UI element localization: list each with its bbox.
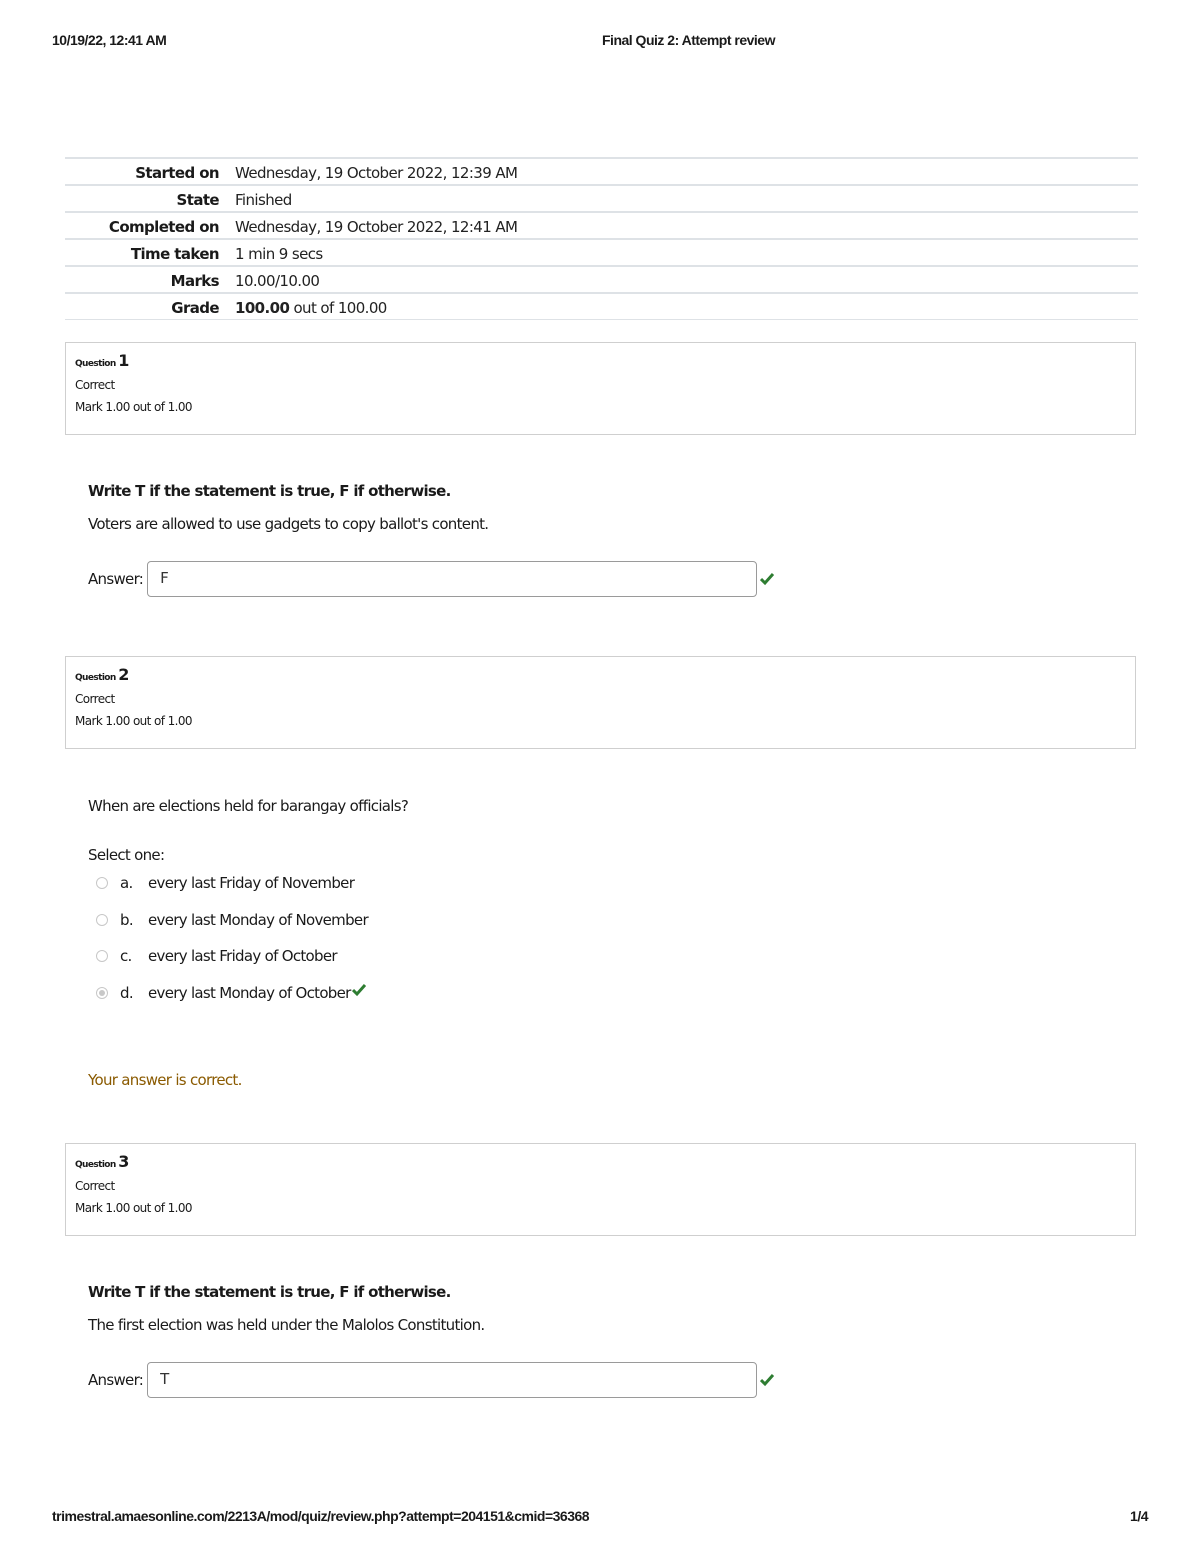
- print-header: [52, 32, 1148, 52]
- option-c[interactable]: [96, 947, 337, 965]
- summary-value: 1 min 9 secs: [235, 239, 1138, 266]
- option-letter: c.: [120, 947, 132, 965]
- feedback-correct: Your answer is correct.: [88, 1071, 242, 1089]
- option-letter: b.: [120, 911, 133, 929]
- summary-row: [65, 185, 1138, 212]
- question-number: Question 3: [75, 1152, 129, 1171]
- question-mark: Mark 1.00 out of 1.00: [75, 1201, 192, 1215]
- summary-label: Completed on: [65, 212, 235, 239]
- option-text: every last Friday of October: [148, 947, 337, 965]
- answer-input[interactable]: F: [147, 561, 757, 597]
- question-1-answer-row: [88, 561, 774, 597]
- print-title: Final Quiz 2: Attempt review: [602, 32, 775, 48]
- question-state: Correct: [75, 378, 115, 392]
- question-number: Question 2: [75, 665, 129, 684]
- answer-input[interactable]: T: [147, 1362, 757, 1398]
- question-1-text: Voters are allowed to use gadgets to copy ballot's content.: [88, 515, 489, 533]
- question-2-info: [65, 656, 1136, 749]
- question-number: Question 1: [75, 351, 129, 370]
- check-icon: [760, 572, 774, 586]
- summary-row: [65, 266, 1138, 293]
- select-one-label: Select one:: [88, 846, 165, 864]
- summary-label: State: [65, 185, 235, 212]
- summary-label: Started on: [65, 158, 235, 185]
- option-letter: d.: [120, 984, 133, 1002]
- question-3-info: [65, 1143, 1136, 1236]
- summary-row: [65, 293, 1138, 320]
- page-number: 1/4: [1130, 1508, 1148, 1524]
- page-url: trimestral.amaesonline.com/2213A/mod/quiz/review.php?attempt=204151&cmid=36368: [52, 1508, 590, 1524]
- summary-value: 10.00/10.00: [235, 266, 1138, 293]
- option-letter: a.: [120, 874, 133, 892]
- summary-label: Marks: [65, 266, 235, 293]
- check-icon: [352, 983, 366, 997]
- summary-row: [65, 239, 1138, 266]
- question-3-answer-row: [88, 1362, 774, 1398]
- summary-row: [65, 212, 1138, 239]
- print-date: 10/19/22, 12:41 AM: [52, 32, 167, 48]
- attempt-summary-table: [65, 157, 1138, 320]
- radio-button-selected[interactable]: [96, 987, 108, 999]
- option-a[interactable]: [96, 874, 354, 892]
- option-b[interactable]: [96, 911, 368, 929]
- question-2-text: When are elections held for barangay officials?: [88, 797, 409, 815]
- question-mark: Mark 1.00 out of 1.00: [75, 400, 192, 414]
- summary-value: Wednesday, 19 October 2022, 12:41 AM: [235, 212, 1138, 239]
- summary-value: [235, 293, 1138, 320]
- summary-row: [65, 158, 1138, 185]
- radio-button[interactable]: [96, 877, 108, 889]
- grade-value: 100.00: [235, 298, 290, 317]
- option-d[interactable]: [96, 984, 366, 1002]
- question-1-info: [65, 342, 1136, 435]
- answer-label: Answer:: [88, 1371, 144, 1389]
- summary-label: Grade: [65, 293, 235, 320]
- option-text: every last Monday of October: [148, 984, 351, 1002]
- option-text: every last Monday of November: [148, 911, 368, 929]
- radio-button[interactable]: [96, 914, 108, 926]
- question-state: Correct: [75, 1179, 115, 1193]
- check-icon: [760, 1373, 774, 1387]
- question-3-instruction: Write T if the statement is true, F if otherwise.: [88, 1283, 451, 1301]
- question-3-text: The first election was held under the Malolos Constitution.: [88, 1316, 485, 1334]
- question-state: Correct: [75, 692, 115, 706]
- summary-value: Finished: [235, 185, 1138, 212]
- summary-value: Wednesday, 19 October 2022, 12:39 AM: [235, 158, 1138, 185]
- answer-label: Answer:: [88, 570, 144, 588]
- question-1-instruction: Write T if the statement is true, F if otherwise.: [88, 482, 451, 500]
- question-mark: Mark 1.00 out of 1.00: [75, 714, 192, 728]
- option-text: every last Friday of November: [148, 874, 355, 892]
- summary-label: Time taken: [65, 239, 235, 266]
- grade-out-of: out of 100.00: [289, 298, 387, 317]
- radio-button[interactable]: [96, 950, 108, 962]
